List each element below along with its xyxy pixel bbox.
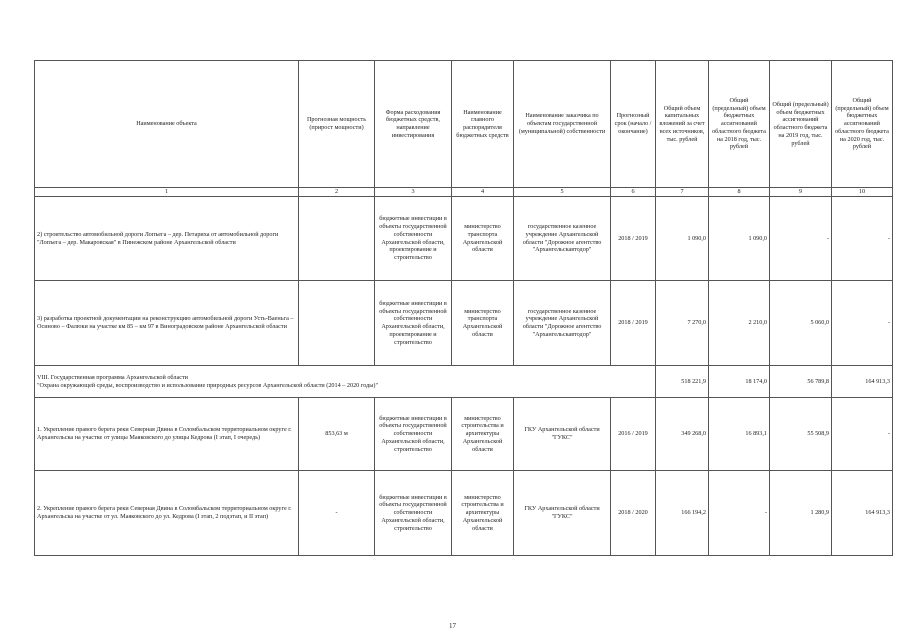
column-number: 2 [299, 188, 375, 197]
term: 2018 / 2019 [611, 197, 656, 281]
object-name: 1. Укрепление правого берега реки Северная Двина в Соломбальском территориальном округе г. Архангельска на участке от улицы Маяковского до улицы Кедрова (I этап, I очередь) [35, 398, 299, 471]
section-row [35, 366, 893, 398]
total-amount: 349 268,0 [656, 398, 709, 471]
section-2020: 164 913,3 [832, 366, 893, 398]
amount-2018: - [709, 471, 770, 556]
spending-form: бюджетные инвестиции в объекты государственной собственности Архангельской области, строительство [375, 398, 452, 471]
capacity: - [299, 471, 375, 556]
section-title-line2: "Охрана окружающей среды, воспроизводство и использование природных ресурсов Архангельской области (2014 – 2020 годы)" [37, 381, 379, 389]
header-capacity: Прогнозная мощность (прирост мощности) [299, 61, 375, 188]
column-number: 7 [656, 188, 709, 197]
header-2020: Общий (предельный) объем бюджетных ассигнований областного бюджета на 2020 год, тыс. рублей [832, 61, 893, 188]
amount-2020: - [832, 398, 893, 471]
amount-2018: 1 090,0 [709, 197, 770, 281]
total-amount: 7 270,0 [656, 281, 709, 366]
object-name: 2. Укрепление правого берега реки Северная Двина в Соломбальском территориальном округе г. Архангельска на участке от ул. Маяковского до ул. Кедрова (I этап, 2 подэтап, и II этап) [35, 471, 299, 556]
capacity [299, 197, 375, 281]
table-row [35, 471, 893, 556]
header-form: Форма расходования бюджетных средств, направление инвестирования [375, 61, 452, 188]
term: 2018 / 2019 [611, 281, 656, 366]
budget-manager: министерство транспорта Архангельской области [452, 281, 514, 366]
customer: ГКУ Архангельской области "ГУКС" [514, 398, 611, 471]
section-title [35, 366, 656, 398]
amount-2020: - [832, 197, 893, 281]
amount-2018: 16 893,1 [709, 398, 770, 471]
header-name: Наименование объекта [35, 61, 299, 188]
section-title-line1: VIII. Государственная программа Архангельской области [37, 373, 188, 381]
column-number: 5 [514, 188, 611, 197]
amount-2019: 55 508,9 [770, 398, 832, 471]
budget-manager: министерство строительства и архитектуры Архангельской области [452, 471, 514, 556]
spending-form: бюджетные инвестиции в объекты государственной собственности Архангельской области, строительство [375, 471, 452, 556]
header-manager: Наименование главного распорядителя бюджетных средств [452, 61, 514, 188]
section-2019: 56 789,8 [770, 366, 832, 398]
term: 2018 / 2020 [611, 471, 656, 556]
column-number: 6 [611, 188, 656, 197]
column-number: 10 [832, 188, 893, 197]
header-row [35, 61, 893, 188]
amount-2019: - [770, 197, 832, 281]
capacity [299, 281, 375, 366]
header-total: Общий объем капитальных вложений за счет всех источников, тыс. рублей [656, 61, 709, 188]
table-row [35, 281, 893, 366]
spending-form: бюджетные инвестиции в объекты государственной собственности Архангельской области, проектирование и строительство [375, 281, 452, 366]
page-number: 17 [449, 622, 456, 630]
section-total: 518 221,9 [656, 366, 709, 398]
table-row [35, 197, 893, 281]
header-2018: Общий (предельный) объем бюджетных ассигнований областного бюджета на 2018 год, тыс. рублей [709, 61, 770, 188]
object-name: 3) разработка проектной документации на реконструкцию автомобильной дороги Усть-Ваеньга – Осиново – Фалюки на участке км 85 – км 97 в Виноградовском районе Архангельской области [35, 281, 299, 366]
customer: государственное казенное учреждение Архангельской области "Дорожное агентство "Архангельскавтодор" [514, 197, 611, 281]
object-name: 2) строительство автомобильной дороги Лопъега – дер. Петариха от автомобильной дороги "Лопъега – дер. Макаровская" в Пинежском районе Архангельской области [35, 197, 299, 281]
column-number-row [35, 188, 893, 197]
budget-manager: министерство строительства и архитектуры Архангельской области [452, 398, 514, 471]
header-2019: Общий (предельный) объем бюджетных ассигнований областного бюджета на 2019 год, тыс. рублей [770, 61, 832, 188]
customer: ГКУ Архангельской области "ГУКС" [514, 471, 611, 556]
header-customer: Наименование заказчика по объектам государственной (муниципальной) собственности [514, 61, 611, 188]
header-term: Прогнозный срок (начало / окончание) [611, 61, 656, 188]
total-amount: 166 194,2 [656, 471, 709, 556]
column-number: 4 [452, 188, 514, 197]
column-number: 9 [770, 188, 832, 197]
amount-2020: - [832, 281, 893, 366]
amount-2019: 5 060,0 [770, 281, 832, 366]
budget-manager: министерство транспорта Архангельской области [452, 197, 514, 281]
term: 2016 / 2019 [611, 398, 656, 471]
amount-2020: 164 913,3 [832, 471, 893, 556]
capacity: 853,63 м [299, 398, 375, 471]
spending-form: бюджетные инвестиции в объекты государственной собственности Архангельской области, проектирование и строительство [375, 197, 452, 281]
column-number: 3 [375, 188, 452, 197]
customer: государственное казенное учреждение Архангельской области "Дорожное агентство "Архангельскавтодор" [514, 281, 611, 366]
amount-2018: 2 210,0 [709, 281, 770, 366]
table-row [35, 398, 893, 471]
total-amount: 1 090,0 [656, 197, 709, 281]
amount-2019: 1 280,9 [770, 471, 832, 556]
column-number: 8 [709, 188, 770, 197]
section-2018: 18 174,0 [709, 366, 770, 398]
investment-table [34, 60, 893, 556]
column-number: 1 [35, 188, 299, 197]
